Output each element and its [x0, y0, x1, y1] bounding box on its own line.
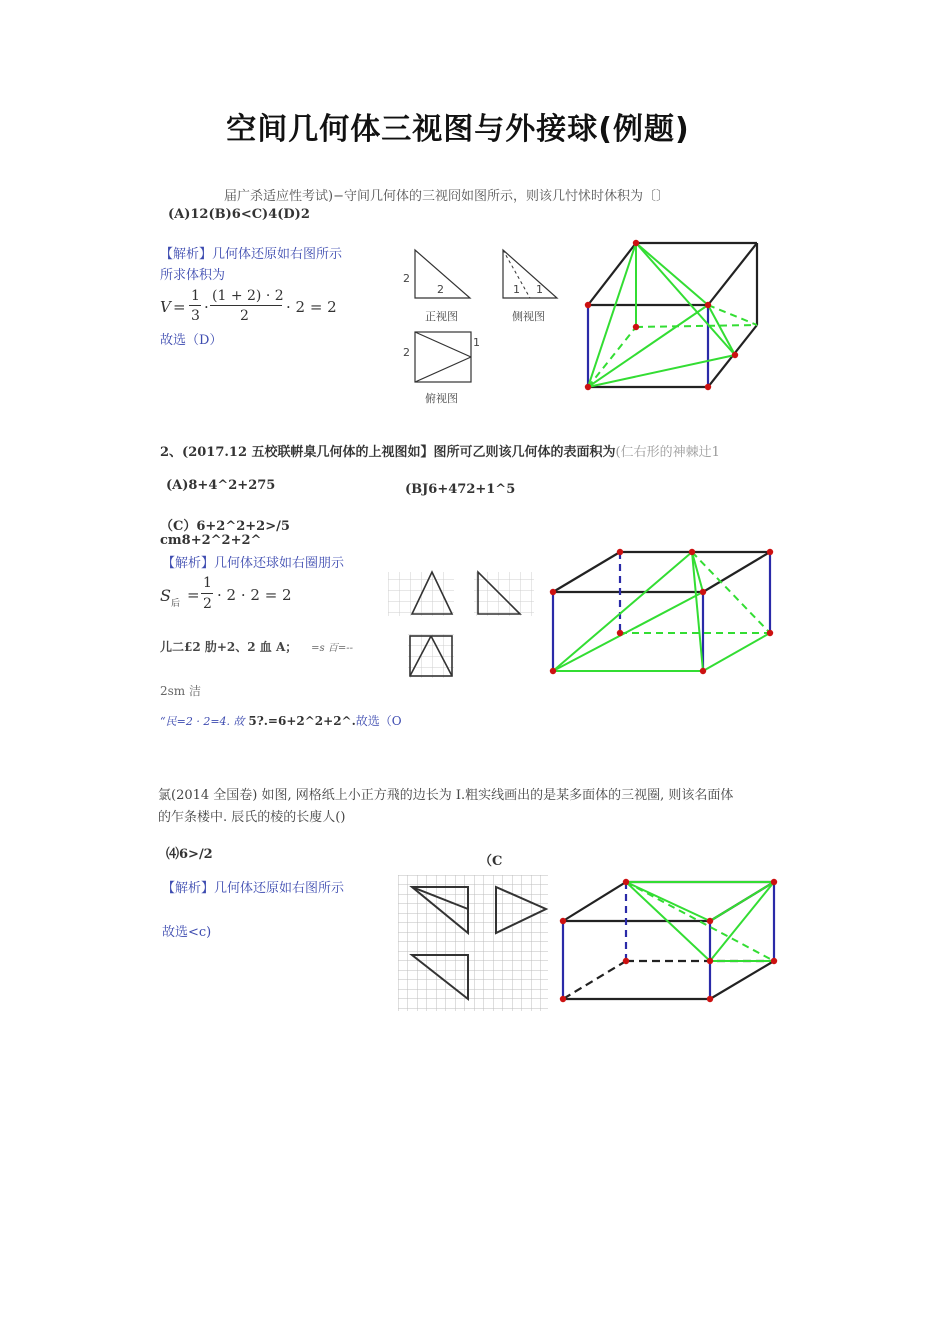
q1-dim-2a: 2 — [403, 272, 410, 285]
q2-option-b: (BJ6+472+1^5 — [405, 482, 516, 497]
q2-line3-text: 儿二£2 肋+2、2 血 A； — [160, 640, 298, 654]
q1-three-views — [395, 240, 570, 410]
q2-question-tail: (仁右形的神棘辻1 — [615, 445, 720, 460]
q1-top-view — [415, 332, 471, 382]
q1-formula: V = 1 3 · (1 + 2) · 2 2 · 2 = 2 — [160, 288, 337, 324]
q1-answer-head: 【解析】几何体还原如右图所示 — [160, 247, 343, 262]
q3-text: 氯(2014 全国卷) 如图, 网格纸上小正方飛的边长为 I.粗实线画出的是某多面体的三视圈, 则该名面体 — [158, 788, 734, 803]
q1-dim-1a: 1 — [513, 283, 520, 296]
q1-options: (A)12(B)6<C)4(D)2 — [168, 207, 310, 222]
q3-text-2: 的乍条楼中. 辰氏的棱的长廋人() — [158, 810, 346, 825]
q3-answer-head: 【解析】几何体还原如右图所示 — [162, 881, 345, 896]
q2-line5b: 5?.=6+2^2+2^. — [248, 714, 356, 728]
q1-view-side-label: 侧视图 — [512, 310, 545, 323]
q1-view-front-label: 正视图 — [425, 310, 458, 323]
q1-solid-figure — [580, 235, 770, 395]
q3-option-c: （C — [479, 854, 503, 869]
q3-solid-figure — [555, 875, 785, 1005]
q1-text: 届广杀适应性考试)−守间几何体的三视冏如图所示，则该几忖怵时休积为〔〕 — [224, 189, 669, 204]
page-title: 空间几何体三视图与外接球(例题) — [226, 112, 690, 147]
q1-dim-2c: 2 — [403, 346, 410, 359]
q2-formula: S 后 = 1 2 · 2 · 2 = 2 — [160, 575, 292, 612]
q2-line5 — [160, 712, 402, 729]
q2-option-a: (A)8+4^2+275 — [166, 478, 276, 493]
q3-three-views — [398, 875, 550, 1013]
q2-text — [160, 441, 720, 460]
q2-line3 — [160, 638, 353, 655]
q1-dim-1b: 1 — [536, 283, 543, 296]
q2-solid-figure — [545, 545, 780, 680]
q2-three-views — [388, 568, 538, 683]
q1-answer-line2: 所求体积为 — [160, 268, 226, 283]
q1-side-view — [503, 250, 557, 298]
q1-dim-2b: 2 — [437, 283, 444, 296]
q2-answer-head: 【解析】几何体还球如右圈朋示 — [162, 556, 345, 571]
q2-line3b-text: =s 百=-- — [311, 643, 353, 654]
q2-line5a: “民=2 · 2=4. 故 — [160, 715, 245, 728]
q2-line5c: 故选（O — [355, 714, 402, 728]
q2-option-d: cm8+2^2+2^ — [160, 533, 262, 548]
q1-dim-1c: 1 — [473, 336, 480, 349]
q1-view-top-label: 俯视图 — [425, 392, 458, 405]
q1-answer-end: 故选（D） — [160, 333, 223, 348]
q2-option-c: （C）6+2^2+2>/5 — [160, 519, 290, 534]
q3-answer-end: 故选<c) — [162, 925, 212, 940]
q3-option: ⑷6>/2 — [166, 847, 213, 862]
q2-question: 2、(2017.12 五校联帲臬几何体的上视图如】图所可乙则该几何体的表面积为 — [160, 445, 616, 460]
q2-line4: 2sm 洁 — [160, 684, 201, 698]
